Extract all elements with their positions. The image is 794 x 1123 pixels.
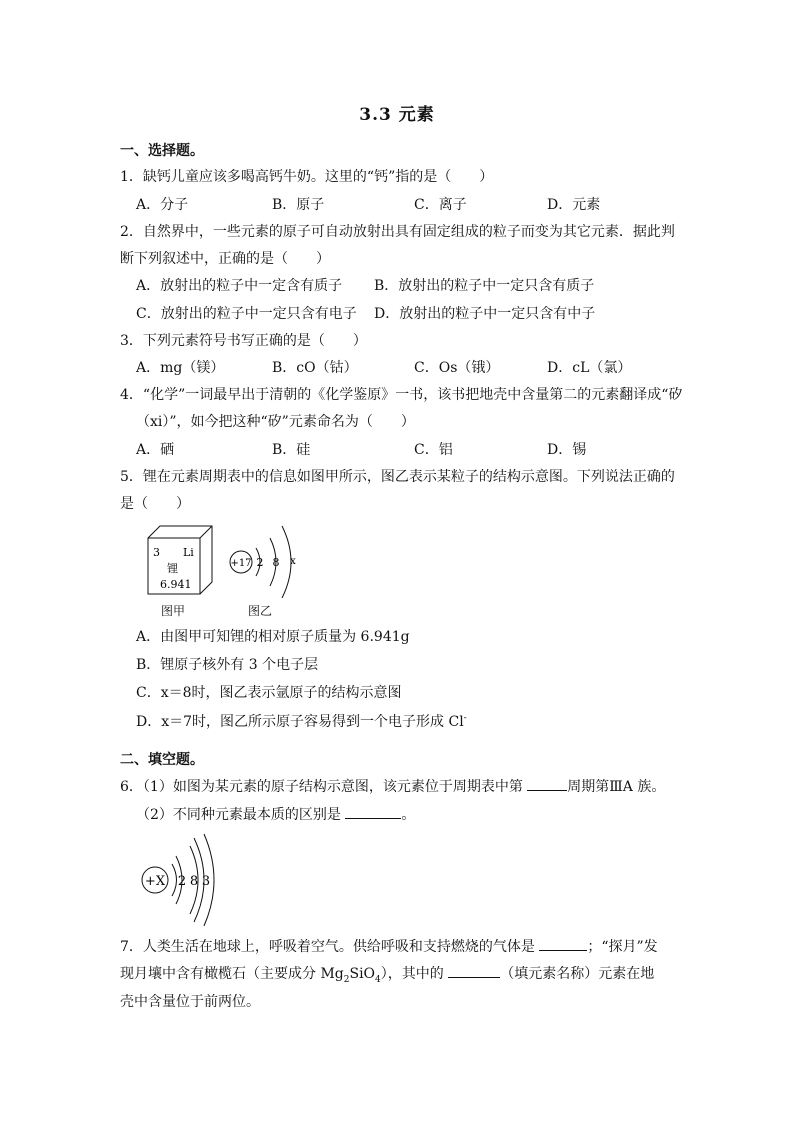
q7-line1-text-b: ；“探月”发 <box>587 939 658 955</box>
q3-option-b: B．cO（钴） <box>272 360 358 376</box>
q3-option-a: A．mg（镁） <box>136 360 225 376</box>
q5-option-d-superscript: - <box>463 713 467 724</box>
nucleus-charge: +17 <box>230 558 252 569</box>
question-4-stem-line2: （xi）”，如今把这种“矽”元素命名为（ ） <box>136 414 415 430</box>
element-number: 3 <box>153 546 160 559</box>
element-name: 锂 <box>167 562 178 575</box>
q3-option-c: C．Os（锇） <box>414 360 500 376</box>
question-6-line1 <box>120 776 665 796</box>
q6-line1-text-b: 周期第ⅢA 族。 <box>567 779 666 795</box>
q4-option-d: D．锡 <box>547 442 587 458</box>
q4-option-a: A．硒 <box>136 442 175 458</box>
element-mass: 6.941 <box>160 578 192 591</box>
q7-line2-text-c: ），其中的 <box>380 966 449 982</box>
q7-subscript-1: 2 <box>343 974 350 985</box>
q2-option-a: A．放射出的粒子中一定含有质子 <box>136 278 343 294</box>
question-1-stem: 1．缺钙儿童应该多喝高钙牛奶。这里的“钙”指的是（ ） <box>120 169 494 185</box>
q5-option-d <box>136 711 467 731</box>
q1-option-d: D．元素 <box>547 197 601 213</box>
q6-shell-3-count: 3 <box>201 874 211 889</box>
shell-3-count: x <box>290 556 296 567</box>
question-2-stem-line2: 断下列叙述中，正确的是（ ） <box>120 251 330 267</box>
q7-line2-text-b: SiO <box>349 966 376 982</box>
figure-b-caption: 图乙 <box>248 604 273 618</box>
q2-option-b: B．放射出的粒子中一定只含有质子 <box>374 278 595 294</box>
question-7-line1 <box>120 936 658 956</box>
question-5-stem-line2: 是（ ） <box>120 496 190 512</box>
q6-blank-1 <box>527 778 567 791</box>
page-title: 3.3 元素 <box>359 105 435 125</box>
question-5-stem-line1: 5．锂在元素周期表中的信息如图甲所示，图乙表示某粒子的结构示意图。下列说法正确的 <box>120 469 675 485</box>
q7-subscript-2: 4 <box>375 974 381 985</box>
q1-option-a: A．分子 <box>136 197 189 213</box>
q5-option-b: B．锂原子核外有 3 个电子层 <box>136 657 319 673</box>
q3-option-d: D．cL（氯） <box>547 360 632 376</box>
q5-option-a: A．由图甲可知锂的相对原子质量为 6.941g <box>136 629 410 645</box>
q6-line2-text-b: 。 <box>401 807 416 823</box>
element-symbol: Li <box>183 546 194 559</box>
q5-option-c: C．x＝8时，图乙表示氩原子的结构示意图 <box>136 685 402 701</box>
question-4-stem-line1: 4．“化学”一词最早出于清朝的《化学鉴原》一书，该书把地壳中含量第二的元素翻译成“矽 <box>120 387 683 403</box>
atom-structure-figure-q6 <box>138 830 228 926</box>
question-2-stem-line1: 2．自然界中，一些元素的原子可自动放射出具有固定组成的粒子而变为其它元素．据此判 <box>120 224 675 240</box>
question-7-line3: 壳中含量位于前两位。 <box>120 994 260 1010</box>
shell-2-count: 8 <box>272 556 280 569</box>
q7-line2-text-a: 现月壤中含有橄榄石（主要成分 Mg <box>120 966 344 982</box>
q2-option-c: C．放射出的粒子中一定只含有电子 <box>136 306 357 322</box>
q6-shell-1-count: 2 <box>177 874 187 889</box>
q5-option-d-text: D．x＝7时，图乙所示原子容易得到一个电子形成 Cl <box>136 714 464 730</box>
q1-option-b: B．原子 <box>272 197 325 213</box>
shell-1-count: 2 <box>256 556 264 569</box>
section-heading-fill: 二、填空题。 <box>120 752 204 768</box>
q4-option-c: C．铝 <box>414 442 453 458</box>
q1-option-c: C．离子 <box>414 197 467 213</box>
question-3-stem: 3．下列元素符号书写正确的是（ ） <box>120 333 367 349</box>
q7-blank-1 <box>539 938 587 951</box>
q7-line1-text-a: 7．人类生活在地球上，呼吸着空气。供给呼吸和支持燃烧的气体是 <box>120 939 540 955</box>
question-6-line2 <box>136 804 415 824</box>
lithium-element-cell-figure <box>140 518 220 598</box>
q6-nucleus-charge: +X <box>144 874 166 889</box>
q6-line2-text-a: （2）不同种元素最本质的区别是 <box>136 807 346 823</box>
q6-shell-2-count: 8 <box>189 874 199 889</box>
q2-option-d: D．放射出的粒子中一定只含有中子 <box>374 306 596 322</box>
figure-a-caption: 图甲 <box>161 604 186 618</box>
q7-blank-2 <box>448 965 500 978</box>
q4-option-b: B．硅 <box>272 442 311 458</box>
q6-line1-text-a: 6．（1）如图为某元素的原子结构示意图，该元素位于周期表中第 <box>120 779 528 795</box>
section-heading-choice: 一、选择题。 <box>120 143 204 159</box>
q7-line2-text-d: （填元素名称）元素在地 <box>500 966 655 982</box>
question-7-line2 <box>120 963 654 985</box>
q6-blank-2 <box>345 806 401 819</box>
atom-structure-figure-b <box>226 518 306 598</box>
